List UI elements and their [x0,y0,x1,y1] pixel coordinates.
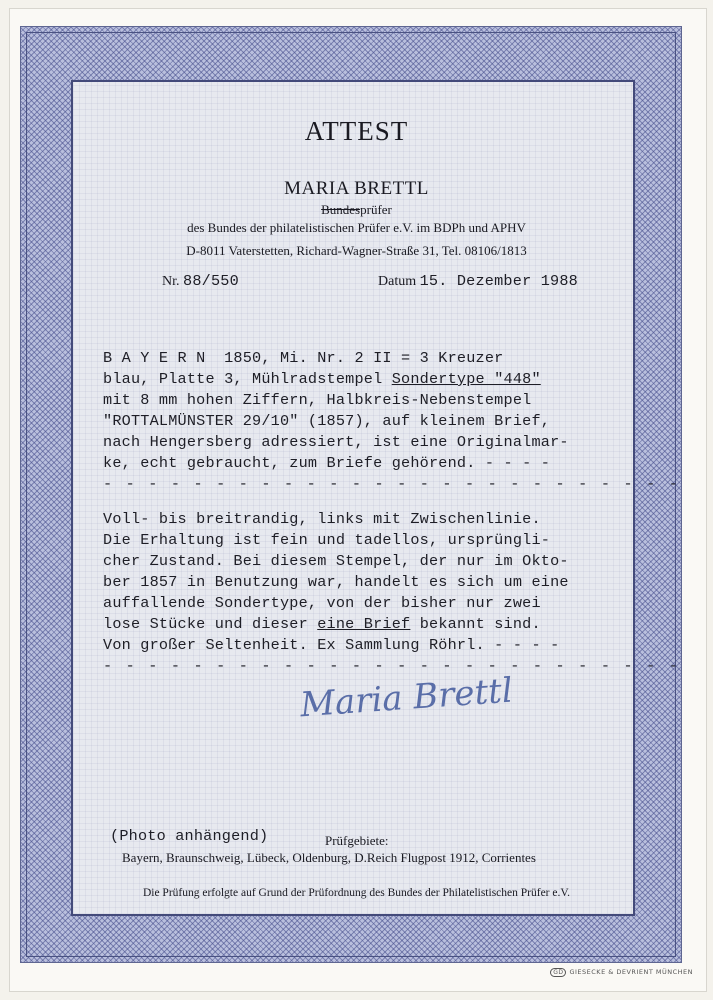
p2-line-1: Voll- bis breitrandig, links mit Zwischenlinie. [103,510,541,528]
areas-list: Bayern, Braunschweig, Lübeck, Oldenburg, D.Reich Flugpost 1912, Corrientes [122,850,536,865]
p1-line-1: B A Y E R N 1850, Mi. Nr. 2 II = 3 Kreuzer [103,349,504,367]
certificate-number [162,272,239,290]
photo-note: (Photo anhängend) [110,827,269,845]
examiner-role-rest: prüfer [360,202,392,217]
p1-line-2 [103,370,541,388]
p2-line-3: cher Zustand. Bei diesem Stempel, der nur im Okto- [103,552,569,570]
p2-line-8-dashes: - - - - - - - - - - - - - - - - - - - - - - - - - - [103,657,681,675]
p1-line-7-dashes: - - - - - - - - - - - - - - - - - - - - - - - - - - [103,475,681,493]
examiner-role-struck: Bundes [321,202,361,217]
number-label: Nr. [162,274,180,289]
signature: Maria Brettl [298,670,514,726]
association-line: des Bundes der philatelistischen Prüfer e.V. im BDPh und APHV [187,220,526,235]
examiner-name: MARIA BRETTL [284,178,429,199]
p2-line-6-text: lose Stücke und dieser [103,615,318,633]
p1-line-6: ke, echt gebraucht, zum Briefe gehörend. - - - - [103,454,551,472]
printer-name: GIESECKE & DEVRIENT MÜNCHEN [569,968,693,976]
number-value: 88/550 [183,272,239,290]
address-line: D-8011 Vaterstetten, Richard-Wagner-Straße 31, Tel. 08106/1813 [186,243,527,258]
areas-label: Prüfgebiete: [325,833,389,848]
p1-line-4: "ROTTALMÜNSTER 29/10" (1857), auf kleinem Brief, [103,412,551,430]
printer-imprint [550,968,693,977]
p1-line-2-underlined: Sondertype "448" [391,370,541,388]
date-label: Datum [378,274,417,289]
p2-line-7: Von großer Seltenheit. Ex Sammlung Röhrl. - - - - [103,636,560,654]
p2-line-2: Die Erhaltung ist fein und tadellos, ursprüngli- [103,531,551,549]
examiner-role [0,202,713,218]
printer-logo: GD [550,968,566,977]
p1-line-2-text: blau, Platte 3, Mühlradstempel [103,370,392,388]
p2-line-6-end: bekannt sind. [410,615,541,633]
p2-line-6-underlined: eine Brief [317,615,411,633]
p2-line-6 [103,615,541,633]
p1-line-5: nach Hengersberg adressiert, ist eine Originalmar- [103,433,569,451]
certificate-title: ATTEST [304,116,409,146]
p1-line-3: mit 8 mm hohen Ziffern, Halbkreis-Nebenstempel [103,391,532,409]
certificate-date [378,272,578,290]
p2-line-4: ber 1857 in Benutzung war, handelt es sich um eine [103,573,569,591]
regulation-note: Die Prüfung erfolgte auf Grund der Prüfordnung des Bundes der Philatelistischen Prüfer e.V. [142,887,571,899]
date-value: 15. Dezember 1988 [419,272,578,290]
p2-line-5: auffallende Sondertype, von der bisher nur zwei [103,594,541,612]
